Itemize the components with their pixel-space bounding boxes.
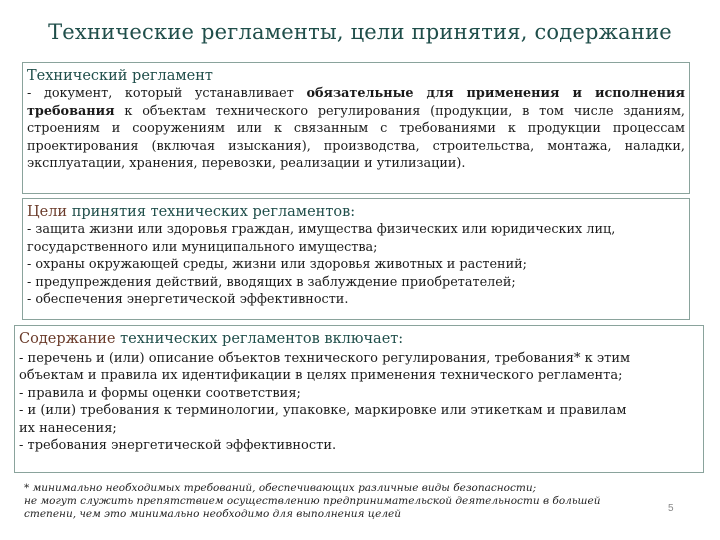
contents-item: - требования энергетической эффективности. [19, 438, 337, 454]
goals-item: - защита жизни или здоровья граждан, имущества физических или юридических лиц, [27, 222, 616, 237]
footnote-line: * минимально необходимых требований, обеспечивающих различные виды безопасности; [24, 482, 537, 494]
contents-item: объектам и правила их идентификации в целях применения технического регламента; [19, 368, 623, 384]
definition-text [23, 85, 689, 173]
footnote [24, 482, 684, 521]
page-number: 5 [668, 503, 674, 514]
goals-item: - обеспечения энергетической эффективности. [27, 292, 349, 308]
goals-box [22, 198, 690, 320]
goals-item: - охраны окружающей среды, жизни или здоровья животных и растений; [27, 257, 527, 273]
contents-list [15, 348, 703, 454]
definition-box [22, 62, 690, 194]
footnote-line: не могут служить препятствием осуществлению предпринимательской деятельности в большей [24, 495, 601, 507]
contents-heading-rest: технических регламентов включает: [115, 331, 404, 347]
contents-box [14, 325, 704, 473]
contents-item: - правила и формы оценки соответствия; [19, 385, 301, 401]
definition-heading: Технический регламент [27, 68, 213, 84]
definition-text-after: к объектам технического регулирования (продукции, в том числе зданиям, строениям и сооружениям или к связанным с требованиями к продукции процессам проектирования (включая изыскания), производства, строительства, монтажа, наладки, эксплуатации, хранения, перевозки, реализации и утилизации). [27, 103, 685, 172]
goals-item: - предупреждения действий, вводящих в заблуждение приобретателей; [27, 274, 516, 290]
goals-list [23, 221, 689, 309]
footnote-line: степени, чем это минимально необходимо для выполнения целей [24, 508, 402, 520]
contents-item: - и (или) требования к терминологии, упаковке, маркировке или этикеткам и правилам [19, 403, 627, 419]
contents-item: - перечень и (или) описание объектов технического регулирования, требования* к этим [19, 351, 631, 366]
goals-heading [23, 199, 689, 221]
goals-heading-accent: Цели [27, 204, 68, 220]
definition-text-bold: обязательные для применения и исполнения требования [27, 86, 685, 119]
page-title: Технические регламенты, цели принятия, содержание [48, 20, 672, 44]
contents-heading [15, 326, 703, 348]
contents-heading-accent: Содержание [19, 331, 116, 347]
goals-heading-rest: принятия технических регламентов: [67, 204, 356, 220]
definition-text-before: - документ, который устанавливает [27, 86, 307, 101]
contents-item: их нанесения; [19, 420, 117, 436]
goals-item: государственного или муниципального имущества; [27, 239, 378, 255]
